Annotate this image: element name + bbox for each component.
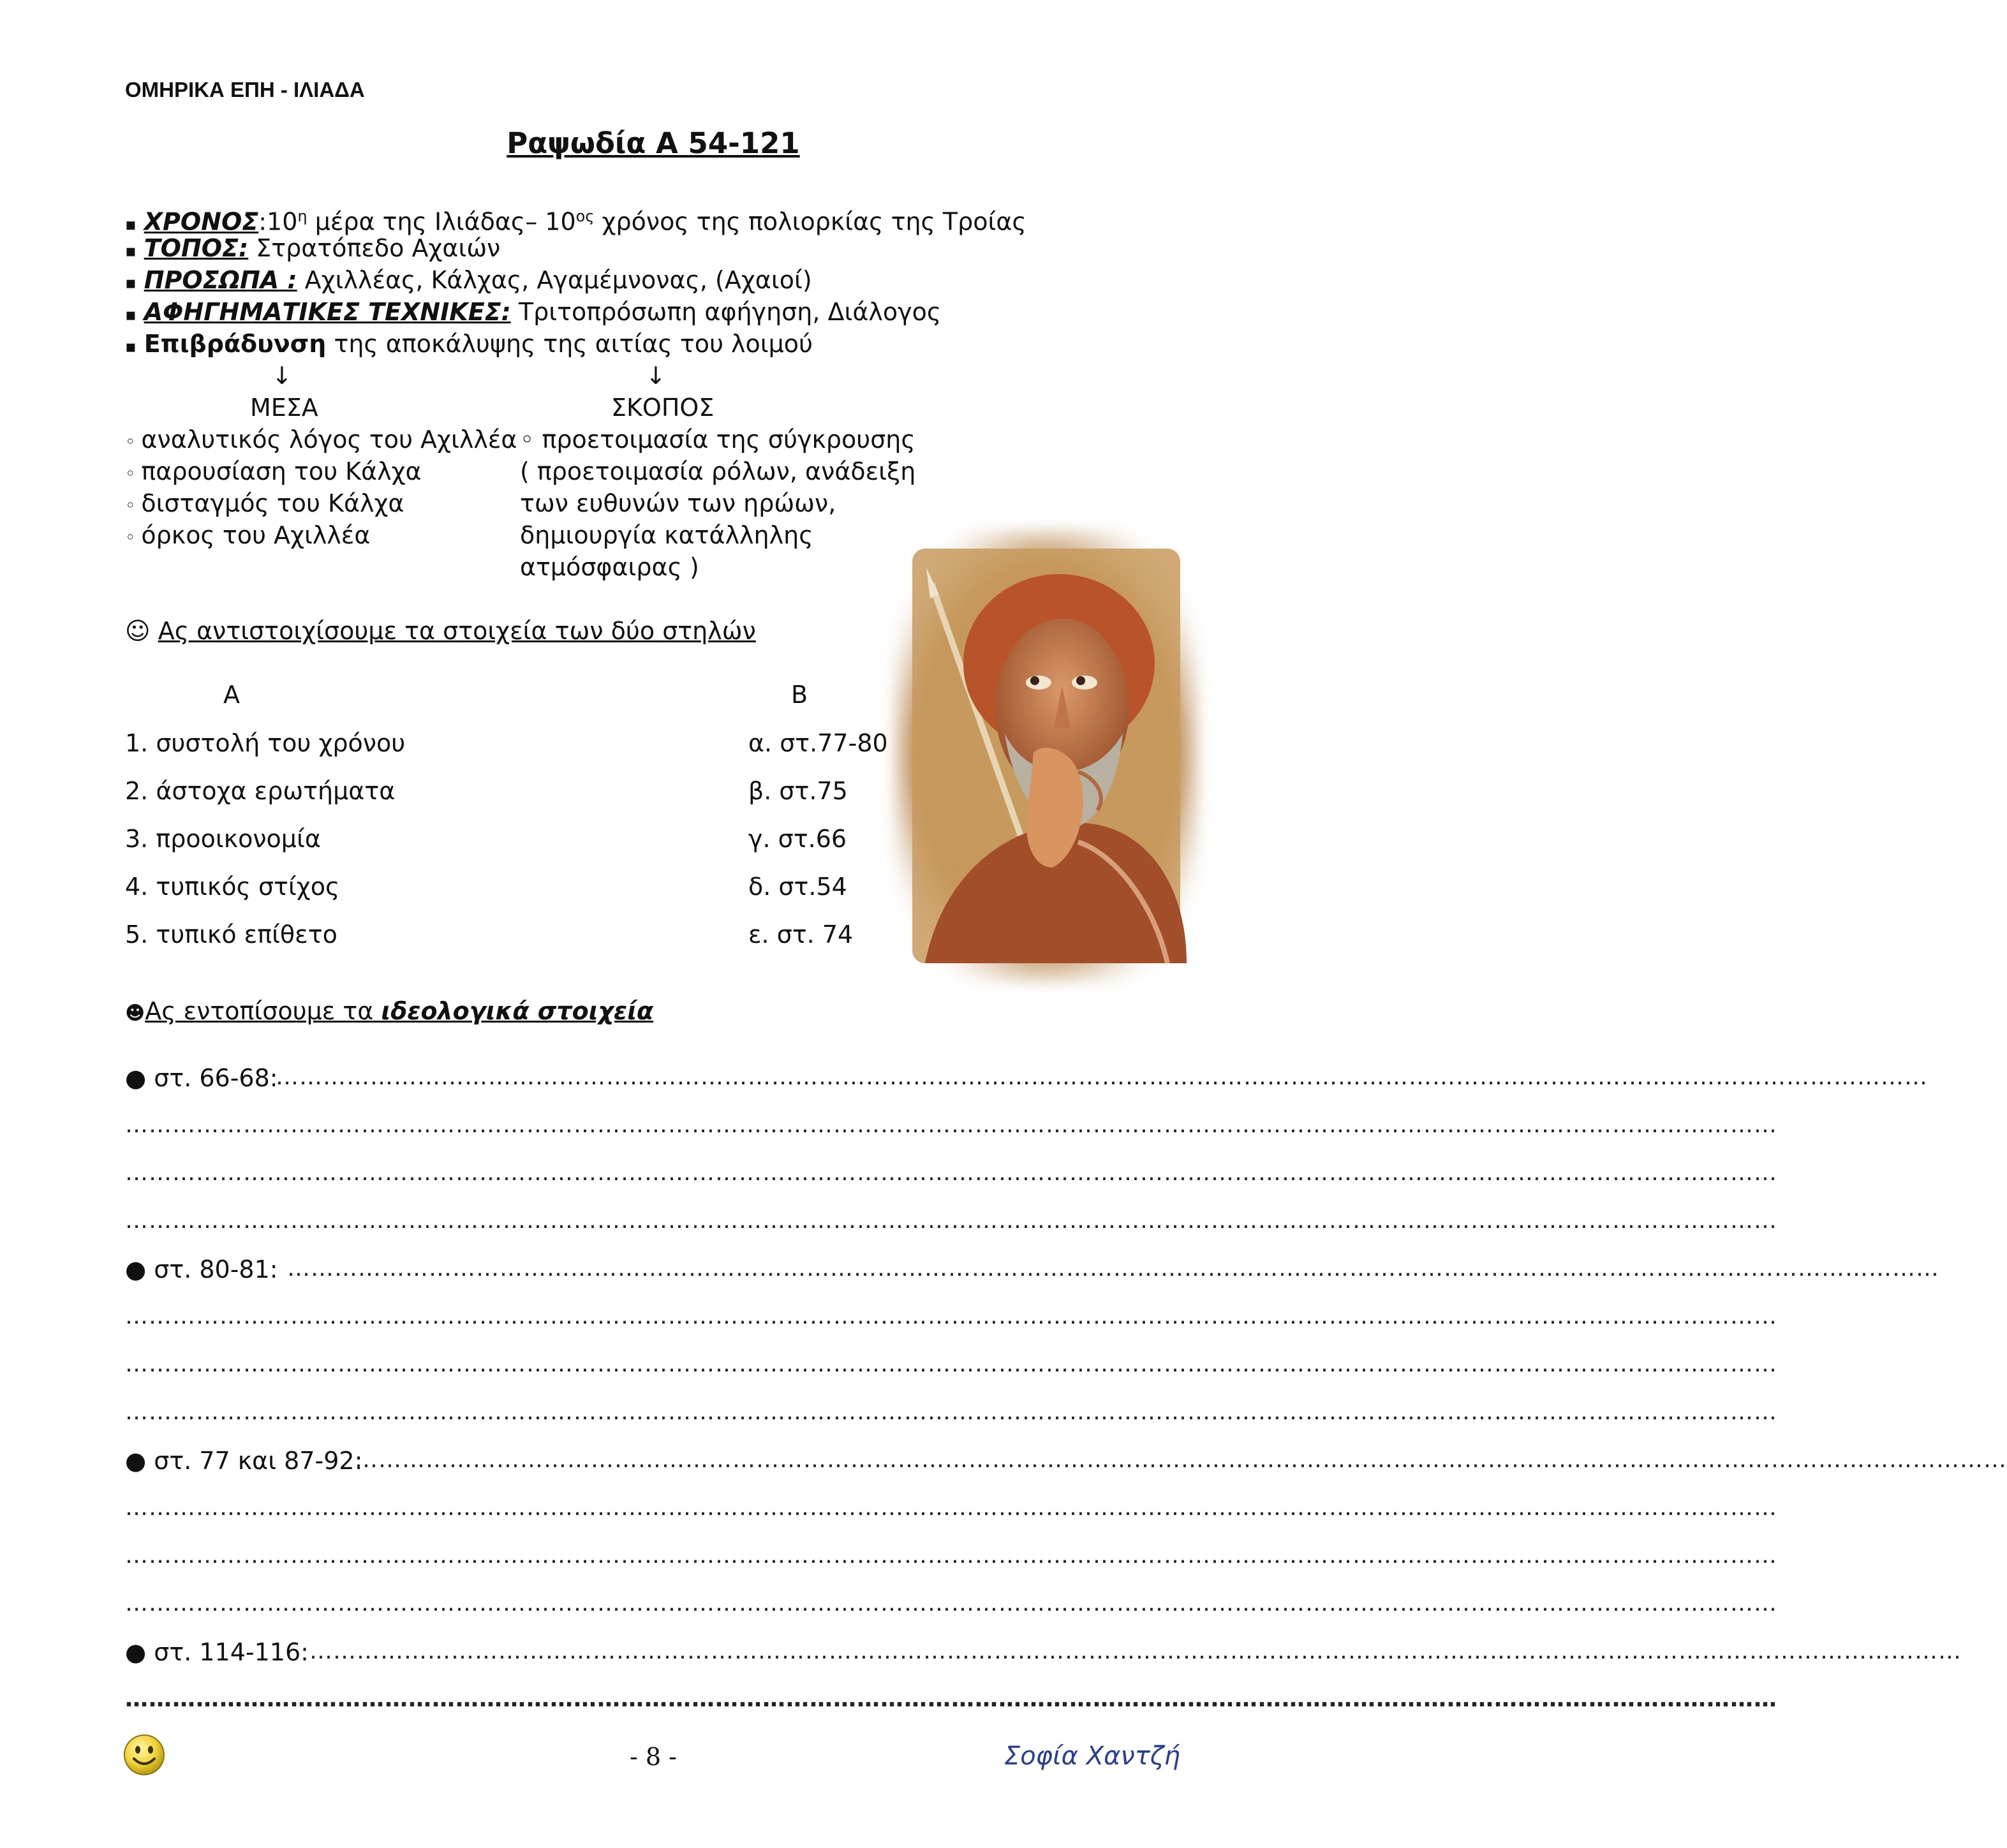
answer-line[interactable]: ………………………………………………………………………………………………………………………………………………………………………………………… xyxy=(125,1351,1777,1377)
document-header: ΟΜΗΡΙΚΑ ΕΠΗ - ΙΛΙΑΔΑ xyxy=(125,78,365,101)
author-name: Σοφία Χαντζή xyxy=(1004,1741,1180,1771)
skopos-line: των ευθυνών των ηρώων, xyxy=(520,489,836,517)
column-b-heading: Β xyxy=(791,681,808,709)
mesa-heading: ΜΕΣΑ xyxy=(250,394,318,422)
answer-line[interactable]: ………………………………………………………………………………………………………………………………………………………………………………………… xyxy=(125,1495,1777,1521)
info-place: ▪ ΤΟΠΟΣ: Στρατόπεδο Αχαιών xyxy=(125,234,501,262)
info-persons: ▪ ΠΡΟΣΩΠΑ : Αχιλλέας, Κάλχας, Αγαμέμνονας, (Αχαιοί) xyxy=(125,266,812,294)
page-number: - 8 - xyxy=(629,1743,677,1771)
answer-line[interactable]: ………………………………………………………………………………………………………………………………………………………………………………………… xyxy=(309,1638,1962,1664)
answer-line[interactable]: ………………………………………………………………………………………………………………………………………………………………………………………… xyxy=(125,1208,1777,1234)
matching-instruction: ☺ Ας αντιστοιχίσουμε τα στοιχεία των δύο στηλών xyxy=(125,617,756,645)
skopos-heading: ΣΚΟΠΟΣ xyxy=(611,394,715,422)
answer-line[interactable]: ………………………………………………………………………………………………………………………………………………………………………………………… xyxy=(125,1686,1777,1712)
mesa-item: ◦ παρουσίαση του Κάλχα xyxy=(125,457,422,485)
info-label-time: ΧΡΟΝΟΣ xyxy=(144,207,259,236)
answer-line[interactable]: ………………………………………………………………………………………………………………………………………………………………………………………… xyxy=(125,1303,1777,1329)
answer-line[interactable]: ………………………………………………………………………………………………………………………………………………………………………………………… xyxy=(125,1160,1777,1186)
column-b-item: γ. στ.66 xyxy=(748,825,847,853)
answer-line[interactable]: ………………………………………………………………………………………………………………………………………………………………………………………… xyxy=(355,1447,2007,1473)
fresco-portrait-image xyxy=(887,523,1206,989)
column-b-item: ε. στ. 74 xyxy=(748,920,854,949)
exercise-label: ● στ. 66-68: xyxy=(125,1064,278,1092)
mesa-item: ◦ όρκος του Αχιλλέα xyxy=(125,521,371,549)
column-a-item: 5. τυπικό επίθετο xyxy=(125,920,337,949)
column-a-item: 1. συστολή του χρόνου xyxy=(125,729,406,757)
info-slowdown: ▪ Επιβράδυνση της αποκάλυψης της αιτίας του λοιμού xyxy=(125,330,813,358)
answer-line[interactable]: ………………………………………………………………………………………………………………………………………………………………………………………… xyxy=(125,1590,1777,1616)
skopos-line: ατμόσφαιρας ) xyxy=(520,553,699,581)
column-a-item: 3. προοικονομία xyxy=(125,825,321,853)
column-a-heading: Α xyxy=(223,681,240,709)
answer-line[interactable]: ………………………………………………………………………………………………………………………………………………………………………………………… xyxy=(125,1112,1777,1138)
info-time: ▪ $XPONO\Sigma:10^\eta$ μέρα της Ιλιάδας– $10^{o\varsigma}$ χρόνος της πολιορκίας της Τροίας xyxy=(125,207,1026,236)
info-techniques: ▪ ΑΦΗΓΗΜΑΤΙΚΕΣ ΤΕΧΝΙΚΕΣ: Τριτοπρόσωπη αφήγηση, Διάλογος xyxy=(125,298,942,326)
smiley-filled-icon: ☻ xyxy=(125,1002,145,1024)
column-b-item: β. στ.75 xyxy=(748,777,848,805)
column-a-item: 4. τυπικός στίχος xyxy=(125,873,340,901)
arrow-down-icon: ↓ xyxy=(272,362,292,390)
column-a-item: 2. άστοχα ερωτήματα xyxy=(125,777,396,805)
exercise-label: ● στ. 77 και 87-92: xyxy=(125,1447,363,1475)
column-b-item: α. στ.77-80 xyxy=(748,729,888,757)
smiley-outline-icon: ☺ xyxy=(125,617,151,645)
answer-line[interactable]: ………………………………………………………………………………………………………………………………………………………………………………………… xyxy=(125,1542,1777,1569)
skopos-line: ◦ προετοιμασία της σύγκρουσης xyxy=(520,425,915,454)
skopos-line: δημιουργία κατάλληλης xyxy=(520,521,813,549)
arrow-down-icon: ↓ xyxy=(646,362,666,390)
ideology-instruction: ☻Ας εντοπίσουμε τα ιδεολογικά στοιχεία xyxy=(125,997,654,1025)
exercise-label: ● στ. 80-81: xyxy=(125,1255,278,1283)
mesa-item: ◦ αναλυτικός λόγος του Αχιλλέα xyxy=(125,425,517,454)
answer-line[interactable]: ………………………………………………………………………………………………………………………………………………………………………………………… xyxy=(276,1064,1928,1090)
answer-line[interactable]: ………………………………………………………………………………………………………………………………………………………………………………………… xyxy=(125,1399,1777,1425)
fresco-portrait-icon xyxy=(887,523,1206,989)
answer-line[interactable]: ………………………………………………………………………………………………………………………………………………………………………………………… xyxy=(287,1255,1939,1282)
exercise-label: ● στ. 114-116: xyxy=(125,1638,309,1666)
page-title: Ραψωδία Α 54-121 xyxy=(507,126,800,160)
mesa-item: ◦ δισταγμός του Κάλχα xyxy=(125,489,404,517)
skopos-line: ( προετοιμασία ρόλων, ανάδειξη xyxy=(520,457,916,485)
column-b-item: δ. στ.54 xyxy=(748,873,847,901)
